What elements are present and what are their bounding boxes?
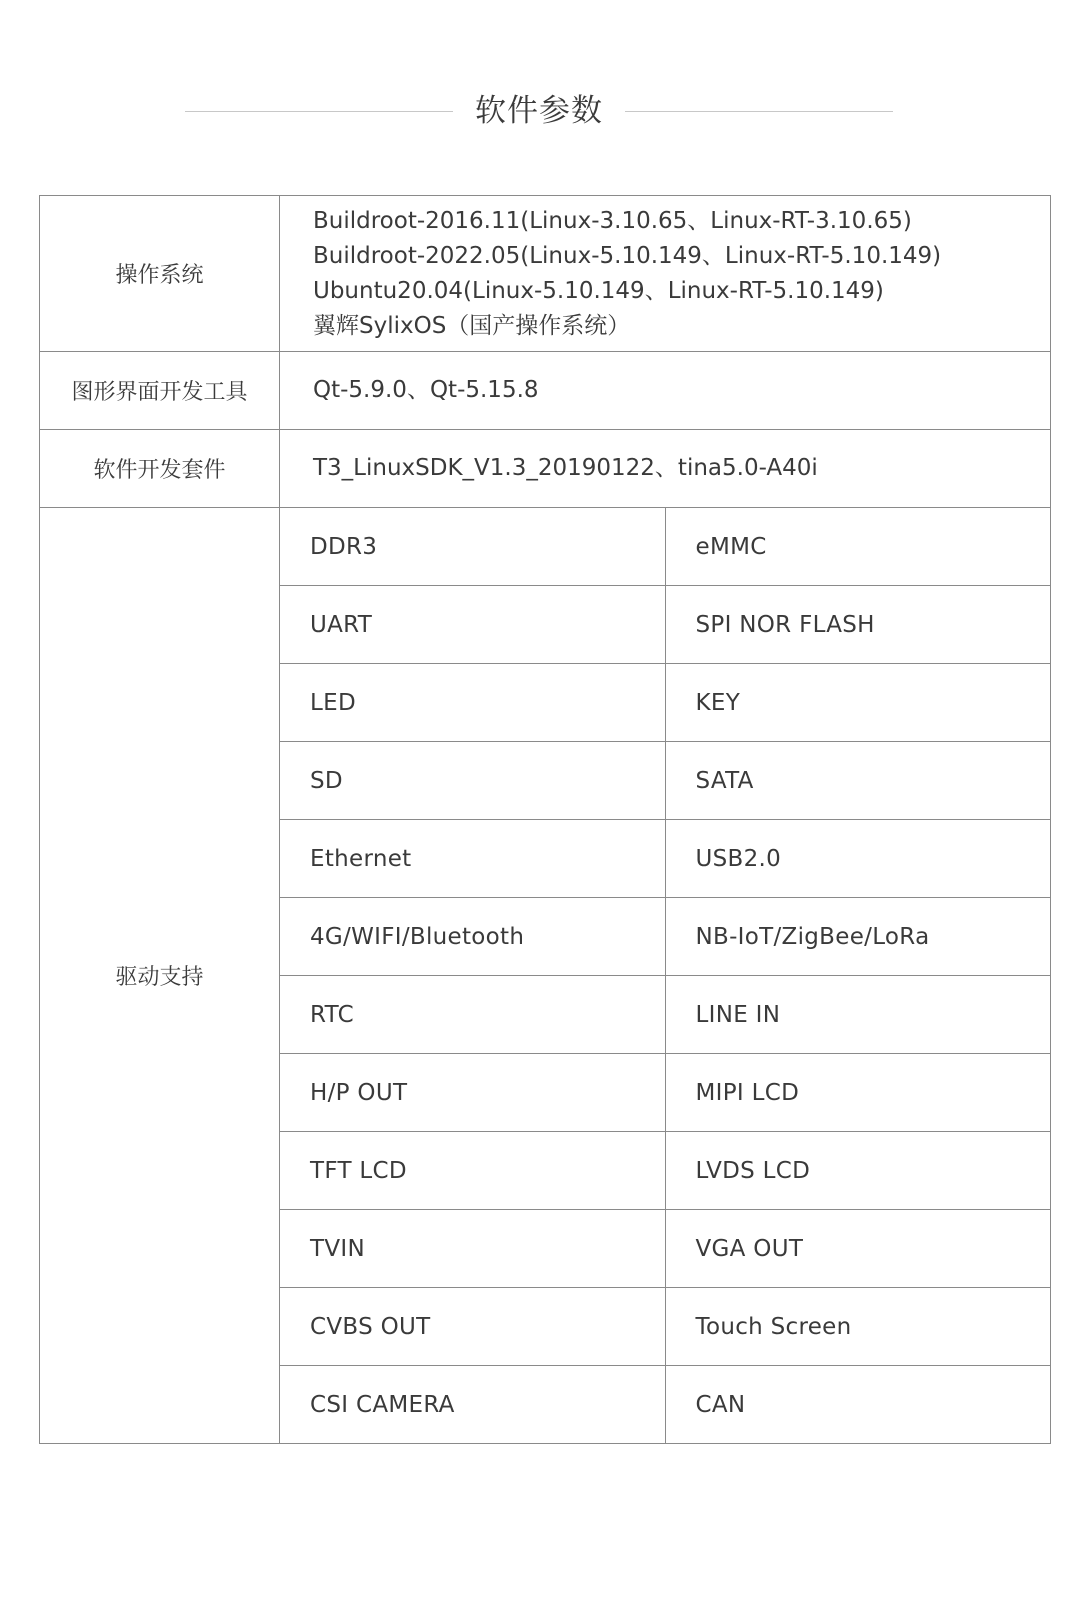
driver-item: CVBS OUT <box>280 1288 666 1366</box>
driver-item: LVDS LCD <box>665 1132 1051 1210</box>
driver-item: SATA <box>665 742 1051 820</box>
os-line: Ubuntu20.04(Linux-5.10.149、Linux-RT-5.10.149) <box>313 277 884 304</box>
driver-item: Touch Screen <box>665 1288 1051 1366</box>
driver-item: SD <box>280 742 666 820</box>
driver-item: TFT LCD <box>280 1132 666 1210</box>
driver-item: DDR3 <box>280 508 666 586</box>
table-row-driver <box>40 508 1051 586</box>
driver-item: LINE IN <box>665 976 1051 1054</box>
table-row-os <box>40 196 1051 352</box>
driver-item: RTC <box>280 976 666 1054</box>
driver-item: NB-IoT/ZigBee/LoRa <box>665 898 1051 976</box>
driver-item: eMMC <box>665 508 1051 586</box>
driver-item: LED <box>280 664 666 742</box>
os-line: Buildroot-2016.11(Linux-3.10.65、Linux-RT-3.10.65) <box>313 207 912 234</box>
section-header <box>0 88 1080 134</box>
os-value <box>280 196 1051 352</box>
header-rule-left <box>185 111 453 112</box>
sdk-value: T3_LinuxSDK_V1.3_20190122、tina5.0-A40i <box>280 430 1051 508</box>
driver-item: KEY <box>665 664 1051 742</box>
driver-item: 4G/WIFI/Bluetooth <box>280 898 666 976</box>
gui-value: Qt-5.9.0、Qt-5.15.8 <box>280 352 1051 430</box>
driver-item: USB2.0 <box>665 820 1051 898</box>
os-line: 翼辉SylixOS（国产操作系统） <box>313 312 631 339</box>
gui-label: 图形界面开发工具 <box>40 352 280 430</box>
drivers-label: 驱动支持 <box>40 508 280 1444</box>
driver-item: TVIN <box>280 1210 666 1288</box>
os-line: Buildroot-2022.05(Linux-5.10.149、Linux-RT-5.10.149) <box>313 242 942 269</box>
driver-item: UART <box>280 586 666 664</box>
header-rule-right <box>625 111 893 112</box>
driver-item: VGA OUT <box>665 1210 1051 1288</box>
os-label: 操作系统 <box>40 196 280 352</box>
section-title: 软件参数 <box>475 93 603 129</box>
driver-item: SPI NOR FLASH <box>665 586 1051 664</box>
driver-item: H/P OUT <box>280 1054 666 1132</box>
sdk-label: 软件开发套件 <box>40 430 280 508</box>
table-row-sdk <box>40 430 1051 508</box>
driver-item: CSI CAMERA <box>280 1366 666 1444</box>
table-row-gui <box>40 352 1051 430</box>
driver-item: MIPI LCD <box>665 1054 1051 1132</box>
driver-item: CAN <box>665 1366 1051 1444</box>
driver-item: Ethernet <box>280 820 666 898</box>
software-spec-table <box>39 195 1051 1444</box>
